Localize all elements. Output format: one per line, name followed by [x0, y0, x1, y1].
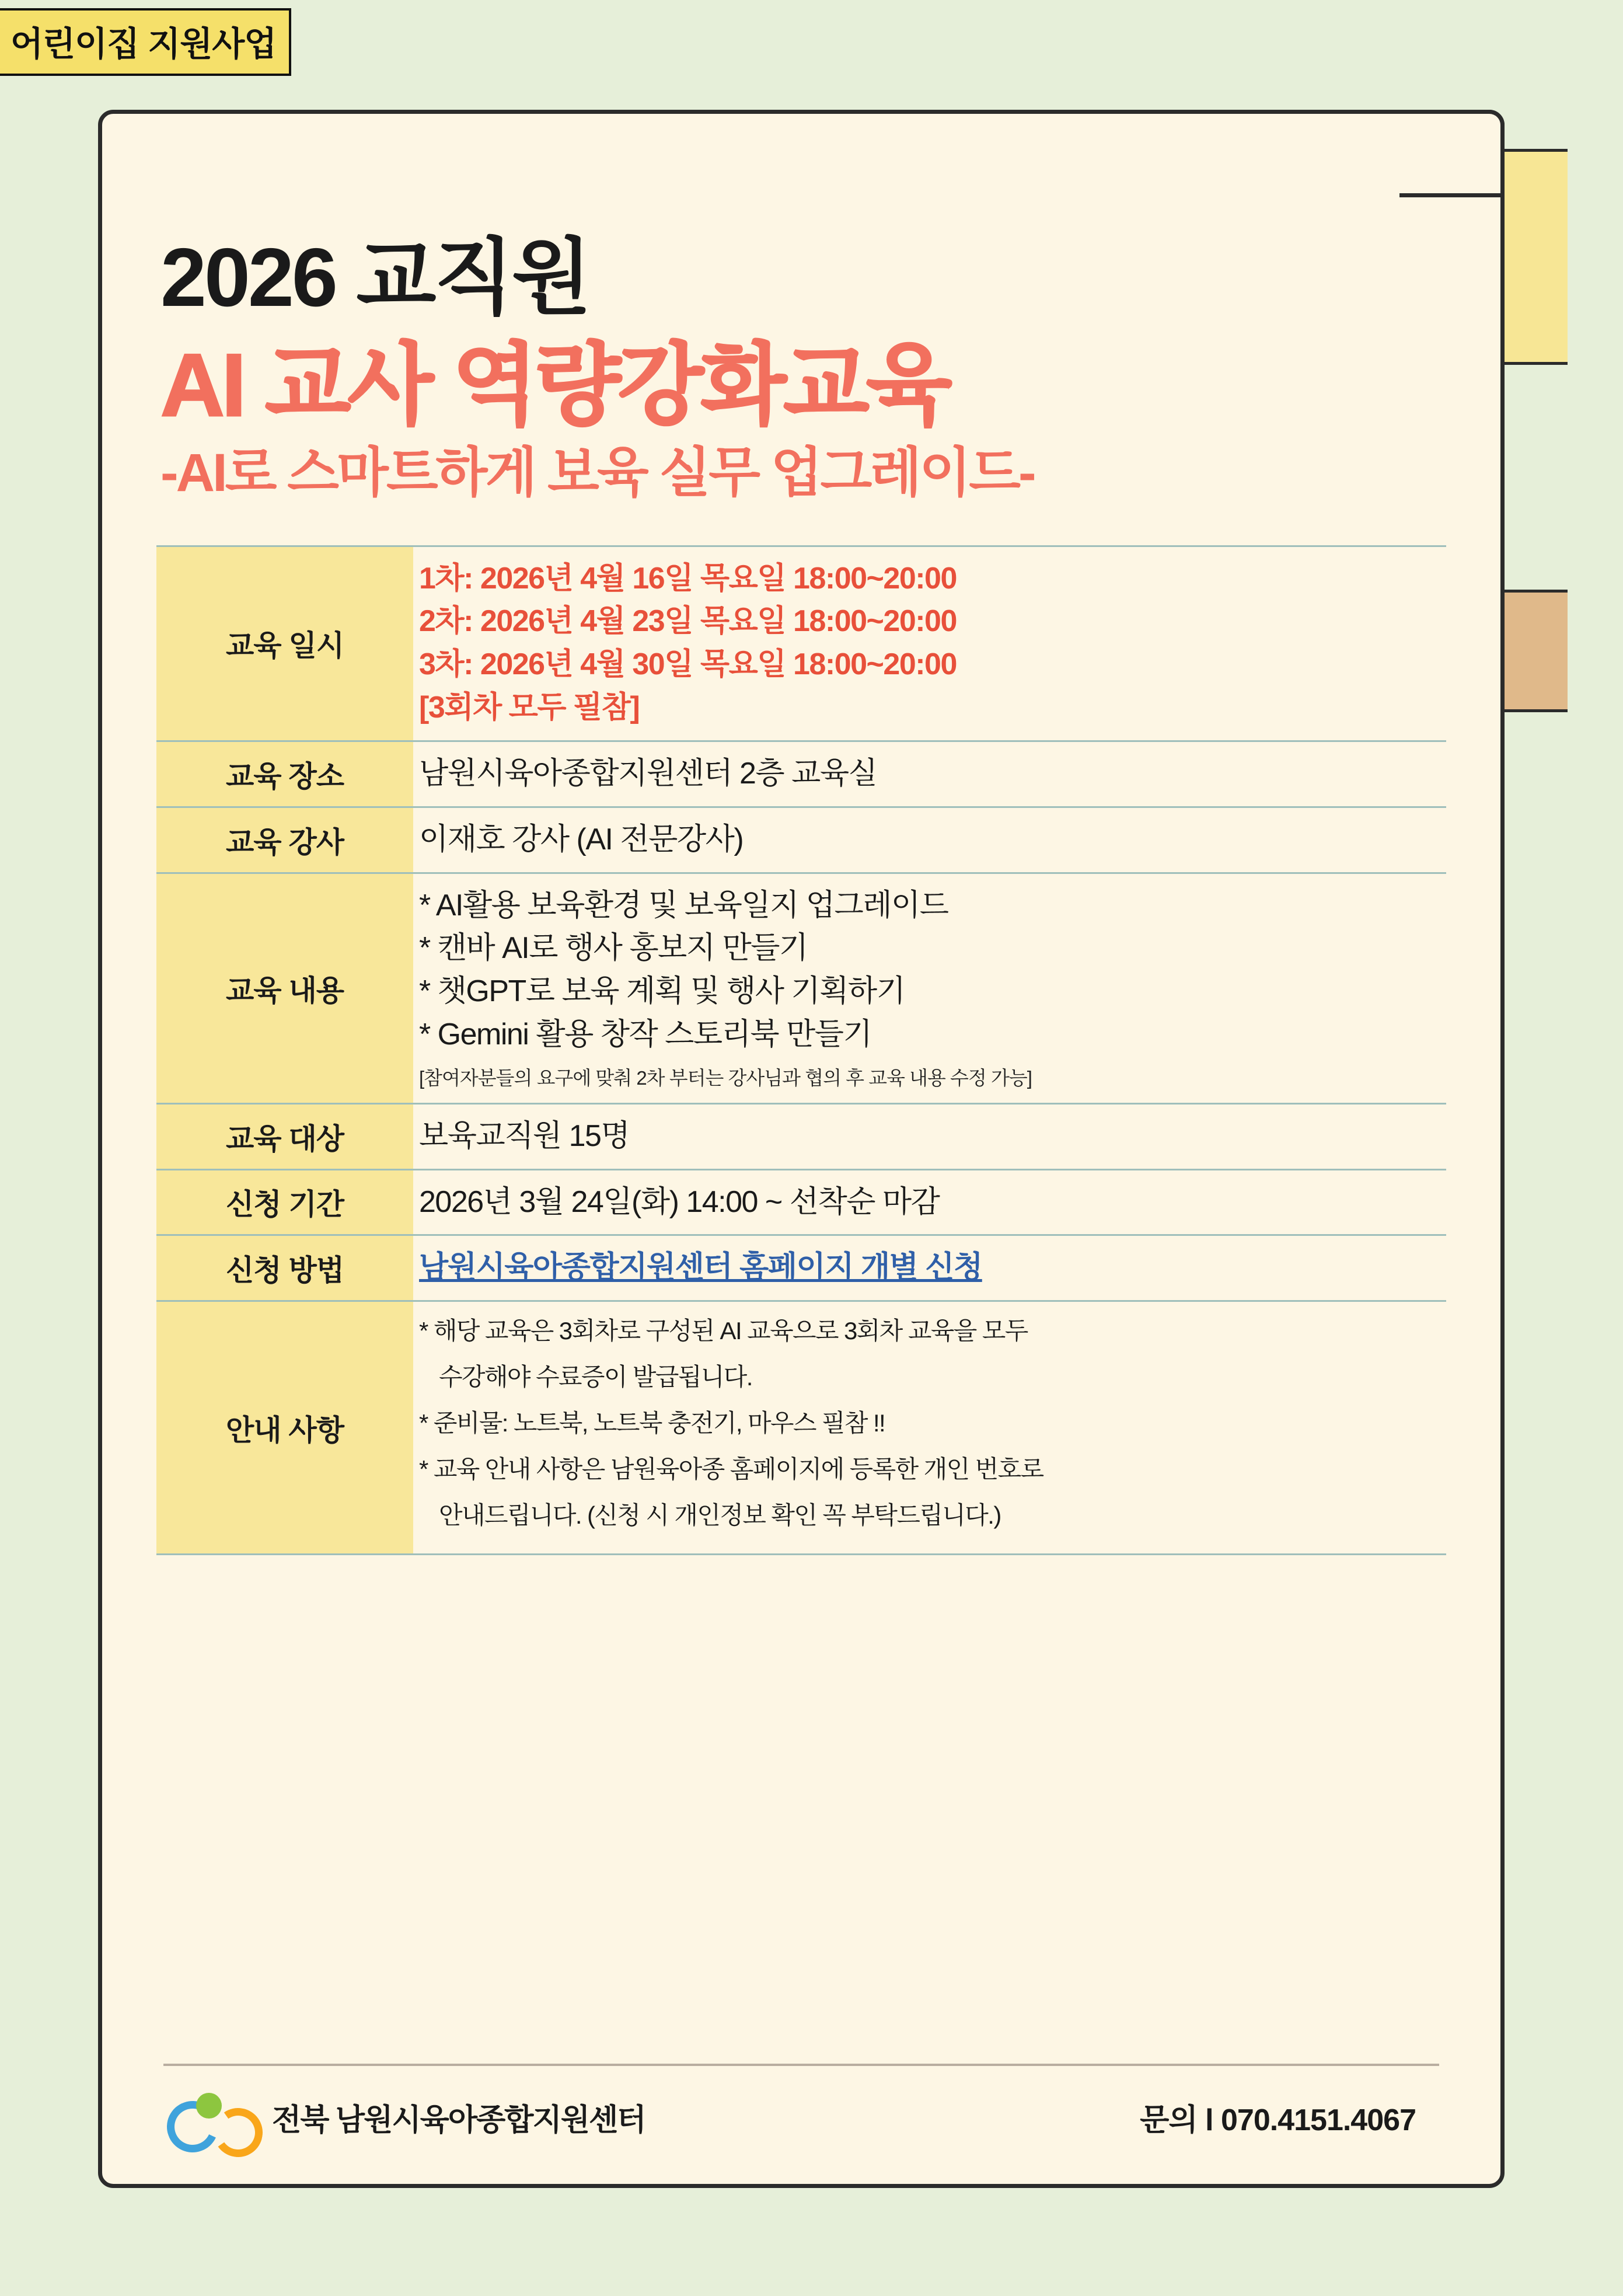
application-link[interactable]: 남원시육아종합지원센터 홈페이지 개별 신청: [419, 1250, 982, 1285]
table-row: [156, 1301, 1446, 1555]
row-label: 신청 방법: [156, 1235, 413, 1301]
row-value: [413, 1301, 1446, 1555]
row-value: 2026년 3월 24일(화) 14:00 ~ 선착순 마감: [413, 1169, 1446, 1235]
notice-line: 안내드립니다. (신청 시 개인정보 확인 꼭 부탁드립니다.): [439, 1501, 1001, 1529]
table-row: [156, 1235, 1446, 1301]
value-line: * 캔바 AI로 행사 홍보지 만들기: [419, 931, 808, 966]
row-label: 신청 기간: [156, 1169, 413, 1235]
notice-line: * 교육 안내 사항은 남원육아종 홈페이지에 등록한 개인 번호로: [419, 1455, 1043, 1483]
table-row: [156, 1103, 1446, 1169]
row-label: 교육 내용: [156, 873, 413, 1103]
value-line: 3차: 2026년 4월 30일 목요일 18:00~20:00: [419, 647, 957, 682]
value-line: * Gemini 활용 창작 스토리북 만들기: [419, 1018, 872, 1051]
footer: [163, 2064, 1439, 2143]
poster-content: [102, 114, 1500, 1555]
footer-contact: 문의 l 070.4151.4067: [1140, 2103, 1416, 2137]
row-label: 교육 장소: [156, 741, 413, 807]
row-label: 안내 사항: [156, 1301, 413, 1555]
table-row: [156, 807, 1446, 873]
page-title-main: AI 교사 역량강화교육: [160, 336, 950, 435]
row-value: 이재호 강사 (AI 전문강사): [413, 807, 1446, 873]
page-title-year: 2026 교직원: [160, 231, 589, 324]
row-label: 교육 일시: [156, 546, 413, 741]
notice-line: 수강해야 수료증이 발급됩니다.: [439, 1363, 752, 1391]
row-value: 보육교직원 15명: [413, 1103, 1446, 1169]
card-notch-decoration: [1399, 110, 1505, 197]
row-value: [413, 873, 1446, 1103]
row-value: 남원시육아종합지원센터 2층 교육실: [413, 741, 1446, 807]
center-logo-icon: [163, 2091, 257, 2143]
row-value: [413, 1235, 1446, 1301]
logo-dot-green: [196, 2093, 222, 2119]
table-row: [156, 873, 1446, 1103]
table-row: [156, 1169, 1446, 1235]
corner-tag: 어린이집 지원사업: [0, 8, 291, 76]
value-line: * AI활용 보육환경 및 보육일지 업그레이드: [419, 888, 948, 922]
info-table: [156, 545, 1446, 1556]
value-line: [3회차 모두 필참]: [419, 691, 640, 725]
value-line: 2차: 2026년 4월 23일 목요일 18:00~20:00: [419, 604, 957, 639]
content-note: [참여자분들의 요구에 맞춰 2차 부터는 강사님과 협의 후 교육 내용 수정 가능]: [419, 1067, 1032, 1089]
table-row: [156, 546, 1446, 741]
title-block: [102, 114, 1500, 503]
table-row: [156, 741, 1446, 807]
notice-line: * 해당 교육은 3회차로 구성된 AI 교육으로 3회차 교육을 모두: [419, 1317, 1028, 1345]
row-label: 교육 대상: [156, 1103, 413, 1169]
poster-card: [98, 110, 1505, 2188]
row-label: 교육 강사: [156, 807, 413, 873]
footer-organization: 전북 남원시육아종합지원센터: [272, 2103, 645, 2137]
footer-branding: [163, 2091, 645, 2143]
value-line: 1차: 2026년 4월 16일 목요일 18:00~20:00: [419, 561, 957, 595]
notice-line: * 준비물: 노트북, 노트북 충전기, 마우스 필참 !!: [419, 1409, 885, 1437]
page-title-sub: -AI로 스마트하게 보육 실무 업그레이드-: [160, 443, 1034, 503]
row-value: [413, 546, 1446, 741]
value-line: * 챗GPT로 보육 계획 및 행사 기획하기: [419, 974, 905, 1009]
